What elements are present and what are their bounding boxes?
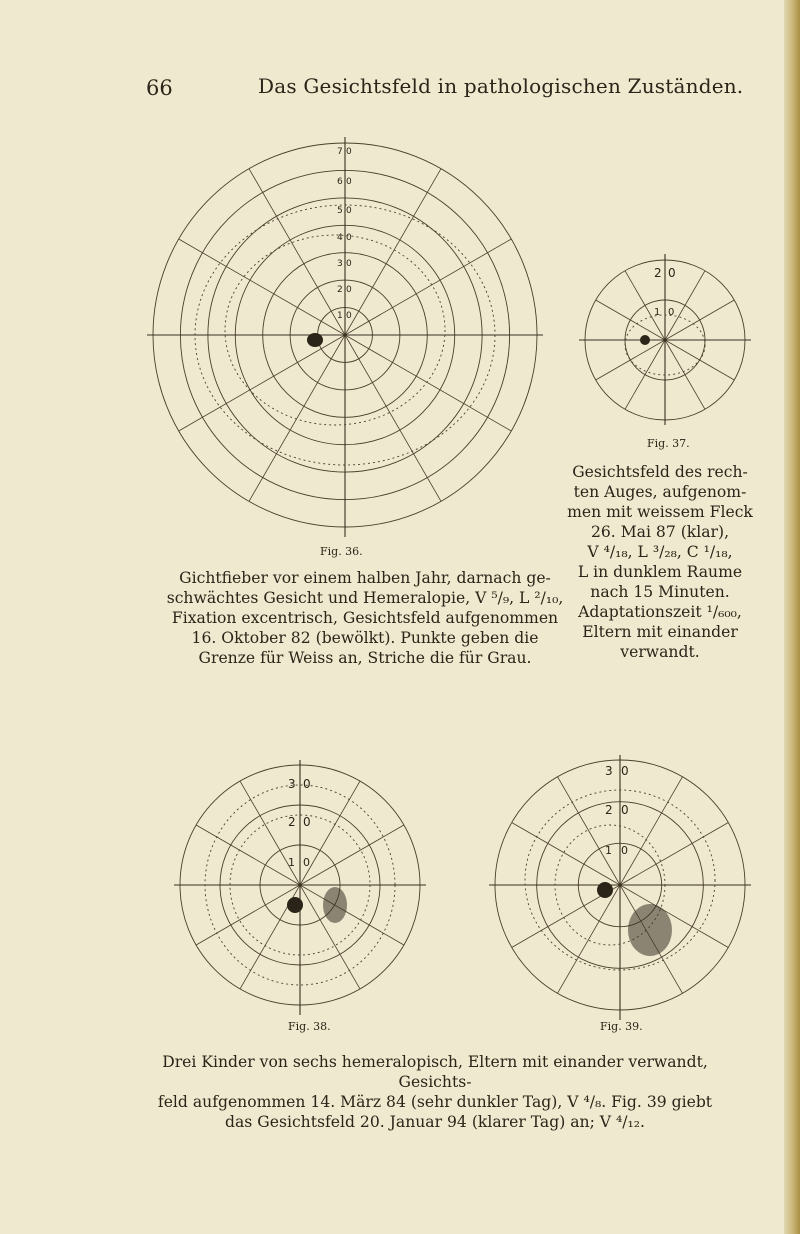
scale-2: 2 [605, 803, 613, 817]
scale-0b: 0 [621, 803, 629, 817]
meridian-line [665, 340, 705, 409]
meridian-line [665, 300, 734, 340]
scale-0a: 0 [668, 266, 676, 280]
fig36-label: Fig. 36. [320, 545, 363, 558]
scale-0b: 0 [303, 815, 311, 829]
blind-spot [640, 335, 650, 345]
scale-1: 1 [654, 307, 661, 318]
fig36-caption-line: Fixation excentrisch, Gesichtsfeld aufgenommen [171, 609, 559, 627]
meridian-line [300, 781, 360, 885]
fig36-caption-line: schwächtes Gesicht und Hemeralopie, V ⁵/₉, L ²/₁₀, [166, 589, 564, 607]
fig37-caption-line: Gesichtsfeld des rech- [572, 463, 748, 481]
meridian-line [249, 169, 345, 335]
page-edge [784, 0, 800, 1234]
fig37-label: Fig. 37. [647, 437, 690, 450]
fig39-perimetry-chart [480, 755, 760, 1020]
blind-spot [307, 333, 323, 347]
scale-0d: 0 [346, 233, 352, 243]
running-head: Das Gesichtsfeld in pathologischen Zuständen. [258, 74, 744, 98]
meridian-line [625, 271, 665, 340]
meridian-line [240, 781, 300, 885]
scale-3: 3 [337, 259, 343, 269]
scale-1: 1 [288, 856, 295, 869]
fig36-perimetry-chart [140, 130, 550, 540]
scale-6: 6 [337, 177, 343, 187]
bottom-caption-line: das Gesichtsfeld 20. Januar 94 (klarer Tag) an; V ⁴/₁₂. [225, 1113, 645, 1131]
bottom-caption [130, 1052, 740, 1132]
fig38-svg [165, 760, 435, 1020]
fig37-caption-line: Adaptationszeit ¹/₆₀₀, [578, 603, 742, 621]
meridian-line [620, 823, 728, 886]
fig36-caption [150, 568, 580, 668]
page-number: 66 [146, 76, 173, 100]
blind-spot [287, 897, 303, 913]
fig37-caption-line: V ⁴/₁₈, L ³/₂₈, C ¹/₁₈, [587, 543, 733, 561]
meridian-line [300, 885, 404, 945]
meridian-line [345, 239, 511, 335]
fig37-caption [560, 462, 760, 662]
scale-0c: 0 [346, 206, 352, 216]
scale-0a: 0 [346, 147, 352, 157]
scale-4: 4 [337, 233, 343, 243]
scale-0c: 0 [303, 856, 310, 869]
fig36-caption-line: Gichtfieber vor einem halben Jahr, darnach ge- [179, 569, 551, 587]
fig39-svg [480, 755, 760, 1020]
meridian-line [596, 300, 665, 340]
scale-0e: 0 [346, 259, 352, 269]
fig37-caption-line: L in dunklem Raume [577, 563, 743, 581]
meridian-line [345, 169, 441, 335]
meridian-line [196, 825, 300, 885]
scale-0b: 0 [668, 307, 675, 318]
meridian-line [179, 239, 345, 335]
bottom-caption-line: feld aufgenommen 14. März 84 (sehr dunkler Tag), V ⁴/₈. Fig. 39 giebt [157, 1093, 713, 1111]
fig37-perimetry-chart [560, 245, 770, 425]
scale-2: 2 [288, 815, 296, 829]
meridian-line [249, 335, 345, 501]
scale-0g: 0 [346, 311, 352, 321]
meridian-line [179, 335, 345, 431]
scale-2: 2 [337, 285, 343, 295]
meridian-line [620, 777, 683, 885]
scale-0f: 0 [346, 285, 352, 295]
meridian-line [558, 777, 621, 885]
fig37-caption-line: verwandt. [620, 643, 700, 661]
scale-0a: 0 [303, 777, 311, 791]
fig36-caption-line: Grenze für Weiss an, Striche die für Grau. [198, 649, 532, 667]
meridian-line [196, 885, 300, 945]
meridian-line [558, 885, 621, 993]
scale-1: 1 [337, 311, 343, 321]
scale-2: 2 [654, 266, 662, 280]
fig38-perimetry-chart [165, 760, 435, 1020]
fig39-label: Fig. 39. [600, 1020, 643, 1033]
scale-0c: 0 [621, 844, 628, 857]
blind-spot [597, 882, 613, 898]
fig37-caption-line: ten Auges, aufgenom- [573, 483, 747, 501]
scale-0a: 0 [621, 764, 629, 778]
fig37-caption-line: men mit weissem Fleck [567, 503, 753, 521]
meridian-line [665, 271, 705, 340]
meridian-line [300, 825, 404, 885]
scale-1: 1 [605, 844, 612, 857]
fig36-svg [140, 130, 550, 540]
meridian-line [345, 335, 441, 501]
fig37-svg [560, 245, 770, 425]
scale-3: 3 [605, 764, 613, 778]
fig37-caption-line: 26. Mai 87 (klar), [590, 523, 730, 541]
meridian-line [512, 823, 620, 886]
meridian-line [345, 335, 511, 431]
field-boundary [225, 235, 445, 425]
scale-3: 3 [288, 777, 296, 791]
fig36-caption-line: 16. Oktober 82 (bewölkt). Punkte geben die [191, 629, 539, 647]
scale-0b: 0 [346, 177, 352, 187]
fig38-label: Fig. 38. [288, 1020, 331, 1033]
scotoma [323, 887, 347, 923]
scale-7: 7 [337, 147, 343, 157]
scale-5: 5 [337, 206, 343, 216]
fig37-caption-line: Eltern mit einander [582, 623, 738, 641]
scotoma [628, 904, 672, 956]
fig37-caption-line: nach 15 Minuten. [590, 583, 730, 601]
bottom-caption-line: Drei Kinder von sechs hemeralopisch, Eltern mit einander verwandt, Gesichts- [162, 1053, 708, 1091]
